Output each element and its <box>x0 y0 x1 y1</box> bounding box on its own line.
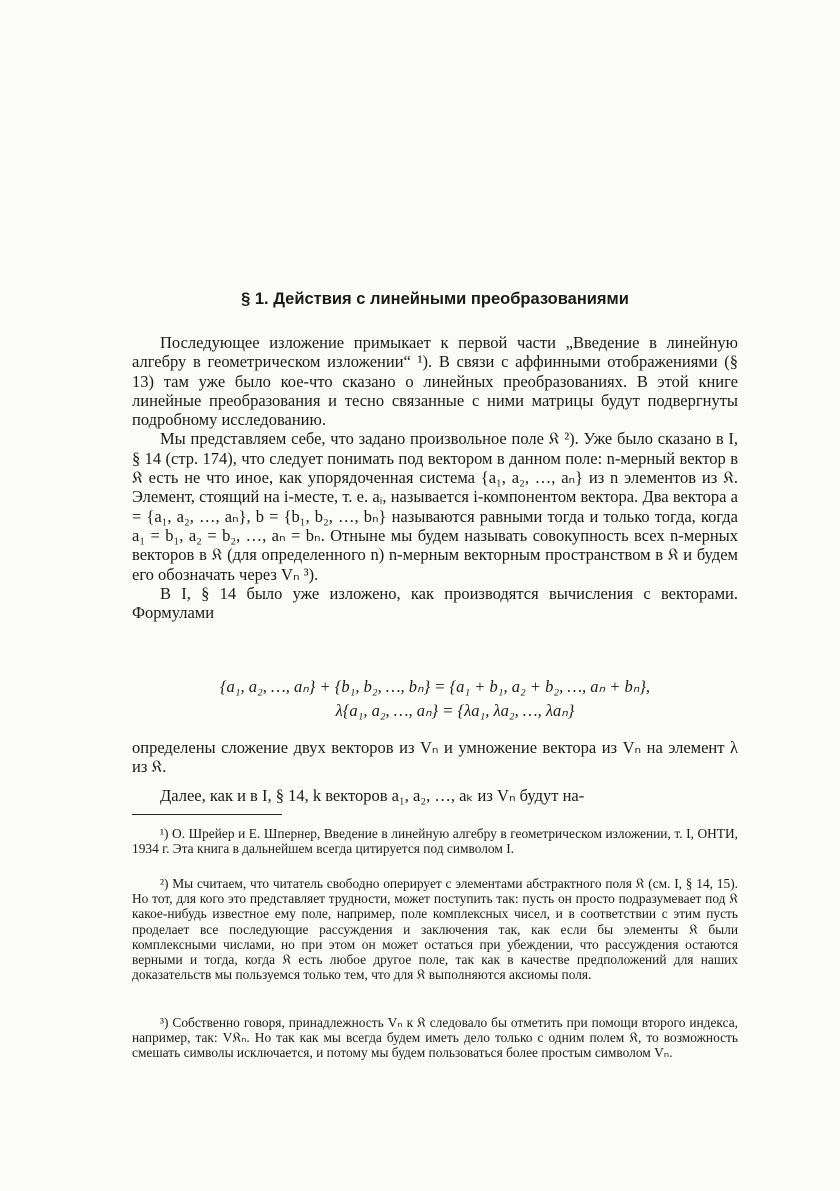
footnote-separator <box>132 814 282 815</box>
paragraph-last: Далее, как и в I, § 14, k векторов a₁, a₂, …, aₖ из Vₙ будут на- <box>160 785 585 805</box>
footnote-1-text: ¹) О. Шрейер и Е. Шпернер, Введение в линейную алгебру в геометрическом изложении, т. I, ОНТИ, 1934 г. Эта книга в дальнейшем всегда цитируется под символом I. <box>132 826 738 857</box>
footnote-3 <box>132 1015 738 1061</box>
paragraph-after-formula: определены сложение двух векторов из Vₙ и умножение вектора из Vₙ на элемент λ из 𝔎. <box>132 738 738 777</box>
body-text <box>132 333 738 622</box>
footnote-3-text: ³) Собственно говоря, принадлежность Vₙ к 𝔎 следовало бы отметить при помощи второго индекса, например, так: V𝔎ₙ. Но так как мы всегда будем иметь дело только с одним полем 𝔎, то возможность смешать символы исключается, и потому мы будем пользоваться более простым символом Vₙ. <box>132 1015 738 1061</box>
paragraph-1: Последующее изложение примыкает к первой части „Введение в линейную алгебру в геометрическом изложении“ ¹). В связи с аффинными отображениями (§ 13) там уже было кое-что сказано о линейных преобразованиях. В этой книге линейные преобразования и тесно связанные с ними матрицы будут подвергнуты подробному исследованию. <box>132 333 738 430</box>
footnote-2 <box>132 876 738 982</box>
footnote-2-text: ²) Мы считаем, что читатель свободно оперирует с элементами абстрактного поля 𝔎 (см. I, § 14, 15). Но тот, для кого это представляет трудности, может поступить так: пусть он просто подразумевает под 𝔎 какое-нибудь известное ему поле, например, поле комплексных чисел, и в соответствии с этим пусть проделает все последующие рассуждения и заключения так, как если бы элементы 𝔎 были комплексными числами, но при этом он может остаться при убеждении, что рассуждения остаются верными и тогда, когда 𝔎 есть любое другое поле, так как в качестве предположений для наших доказательств мы пользуемся только тем, что для 𝔎 выполняются аксиомы поля. <box>132 876 738 983</box>
paragraph-3: В I, § 14 было уже изложено, как производятся вычисления с векторами. Формулами <box>132 583 738 623</box>
formula-addition: {a₁, a₂, …, aₙ} + {b₁, b₂, …, bₙ} = {a₁ + b₁, a₂ + b₂, …, aₙ + bₙ}, <box>219 677 651 696</box>
formula-scalar-multiplication: λ{a₁, a₂, …, aₙ} = {λa₁, λa₂, …, λaₙ} <box>335 701 575 720</box>
post-formula-text <box>132 738 738 805</box>
section-heading: § 1. Действия с линейными преобразованиями <box>241 290 629 308</box>
paragraph-2: Мы представляем себе, что задано произвольное поле 𝔎 ²). Уже было сказано в I, § 14 (стр. 174), что следует понимать под вектором в данном поле: n-мерный вектор в 𝔎 есть не что иное, как упорядоченная система {a₁, a₂, …, aₙ} из n элементов из 𝔎. Элемент, стоящий на i-месте, т. е. aᵢ, называется i-компонентом вектора. Два вектора a = {a₁, a₂, …, aₙ}, b = {b₁, b₂, …, bₙ} называются равными тогда и только тогда, когда a₁ = b₁, a₂ = b₂, …, aₙ = bₙ. Отныне мы будем называть совокупность всех n-мерных векторов в 𝔎 (для определенного n) n-мерным векторным пространством в 𝔎 и будем его обозначать через Vₙ ³). <box>132 429 738 584</box>
footnote-1 <box>132 826 738 856</box>
